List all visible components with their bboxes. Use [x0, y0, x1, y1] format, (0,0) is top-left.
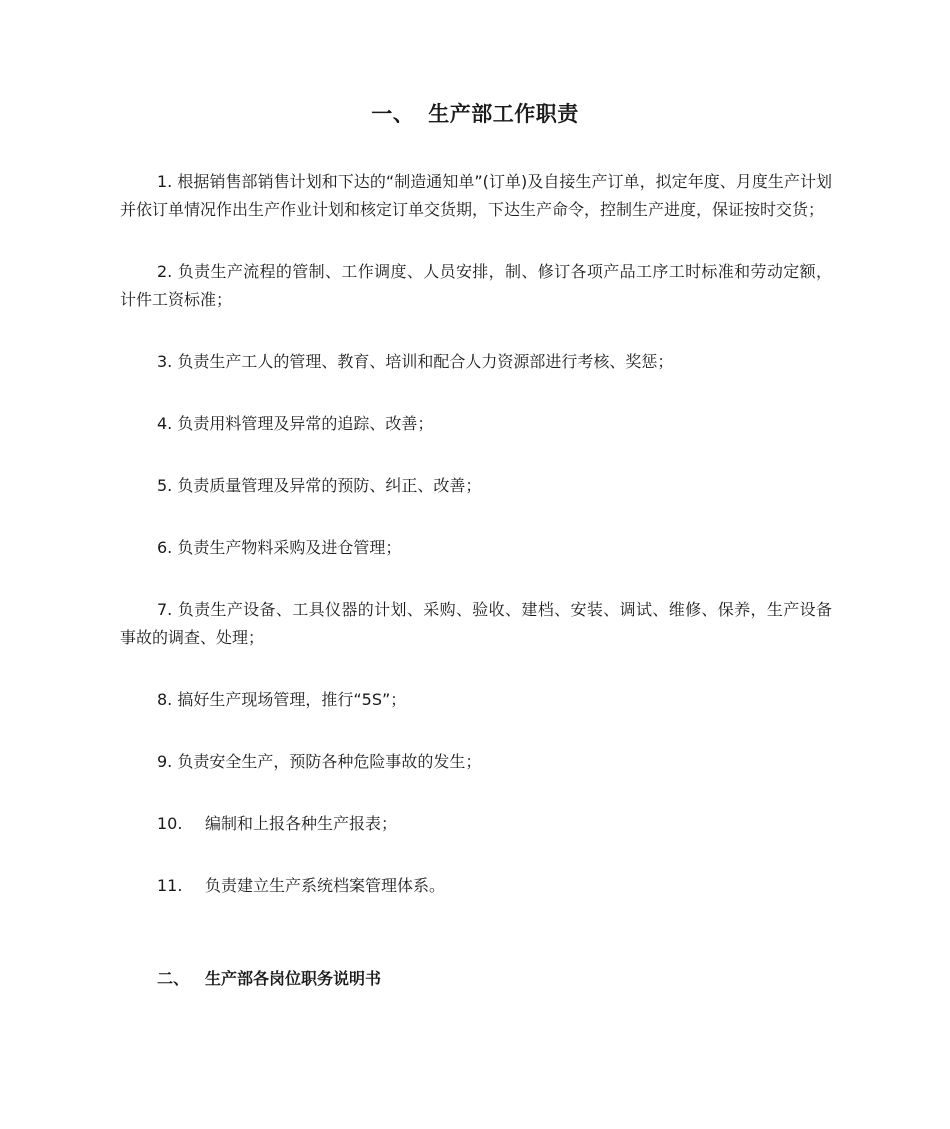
section-heading	[157, 965, 381, 993]
list-item-number: 10.	[157, 814, 183, 833]
document-title	[0, 99, 950, 129]
list-item: 9. 负责安全生产，预防各种危险事故的发生；	[157, 752, 482, 771]
list-item-text: 编制和上报各种生产报表；	[205, 814, 398, 833]
list-item: 5. 负责质量管理及异常的预防、纠正、改善；	[157, 476, 482, 495]
list-item: 6. 负责生产物料采购及进仓管理；	[157, 538, 402, 557]
section-number: 二、	[157, 969, 190, 988]
list-item: 8. 搞好生产现场管理，推行“5S”；	[157, 690, 407, 709]
list-item: 3. 负责生产工人的管理、教育、培训和配合人力资源部进行考核、奖惩；	[157, 352, 674, 371]
list-item-text: 负责建立生产系统档案管理体系。	[205, 876, 446, 895]
list-item: 1. 根据销售部销售计划和下达的“制造通知单”(订单)及自接生产订单，拟定年度、月度生产计划并依订单情况作出生产作业计划和核定订单交货期，下达生产命令，控制生产进度，保证按时交货；	[120, 172, 832, 219]
list-item: 7. 负责生产设备、工具仪器的计划、采购、验收、建档、安装、调试、维修、保养，生产设备事故的调查、处理；	[120, 600, 832, 647]
section-text: 生产部各岗位职务说明书	[205, 969, 382, 988]
list-item: 4. 负责用料管理及异常的追踪、改善；	[157, 414, 434, 433]
title-text: 生产部工作职责	[428, 102, 579, 126]
list-item	[120, 810, 832, 838]
title-number: 一、	[371, 102, 415, 126]
list-item: 2. 负责生产流程的管制、工作调度、人员安排，制、修订各项产品工序工时标准和劳动定额，计件工资标准；	[120, 262, 832, 309]
list-item-number: 11.	[157, 876, 183, 895]
responsibility-list	[120, 168, 832, 934]
list-item	[120, 872, 832, 900]
